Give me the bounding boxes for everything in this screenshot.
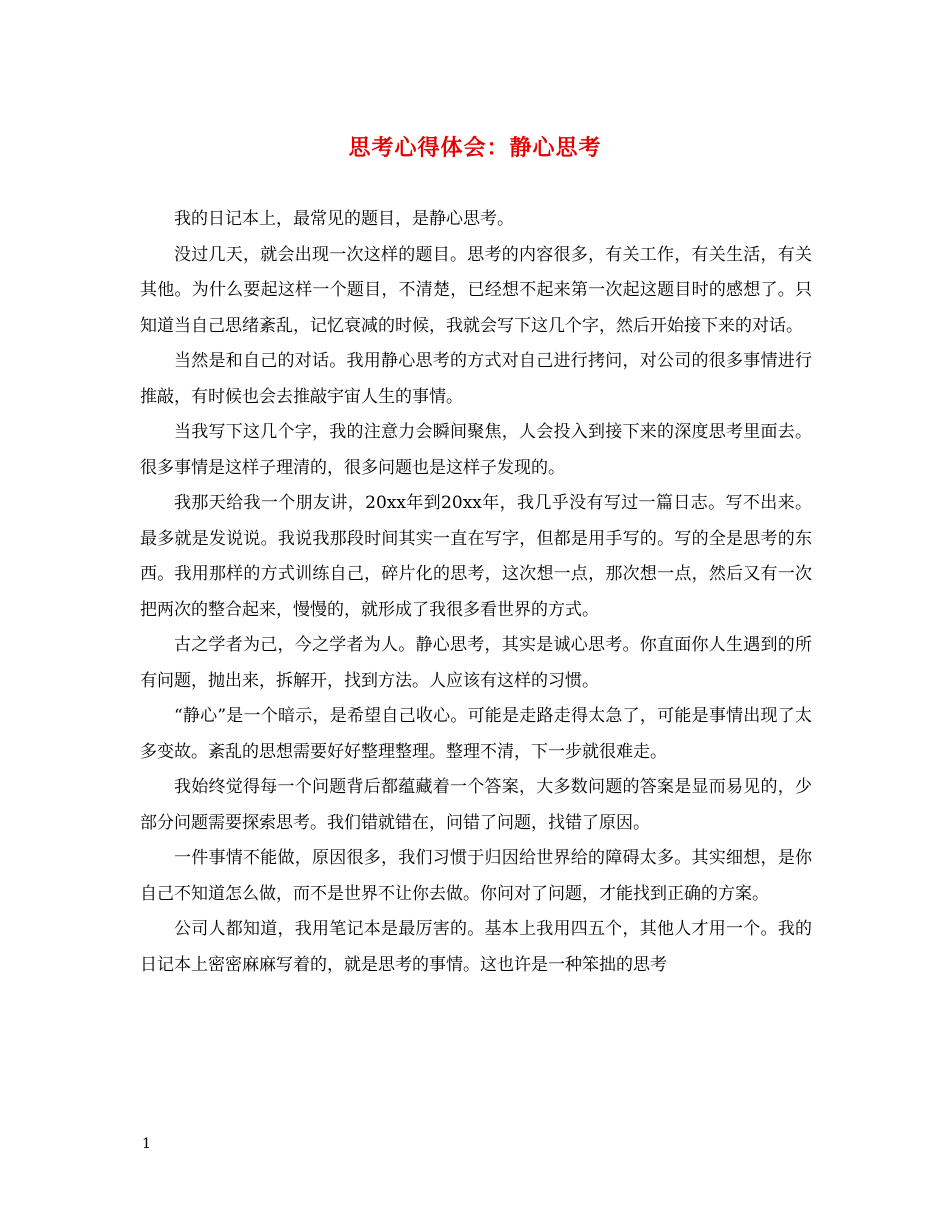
paragraph-8: 我始终觉得每一个问题背后都蕴藏着一个答案，大多数问题的答案是显而易见的，少部分问题需要探索思考。我们错就错在，问错了问题，找错了原因。: [140, 777, 812, 833]
document-title: 思考心得体会：静心思考: [348, 135, 602, 161]
paragraph-3: 当然是和自己的对话。我用静心思考的方式对自己进行拷问，对公司的很多事情进行推敲，有时候也会去推敲宇宙人生的事情。: [140, 351, 812, 407]
page-number: 1: [142, 1136, 151, 1152]
paragraph-9: 一件事情不能做，原因很多，我们习惯于归因给世界给的障碍太多。其实细想，是你自己不知道怎么做，而不是世界不让你去做。你问对了问题，才能找到正确的方案。: [140, 848, 812, 904]
paragraph-4: 当我写下这几个字，我的注意力会瞬间聚焦，人会投入到接下来的深度思考里面去。很多事情是这样子理清的，很多问题也是这样子发现的。: [140, 422, 812, 478]
paragraph-7: “静心”是一个暗示，是希望自己收心。可能是走路走得太急了，可能是事情出现了太多变故。紊乱的思想需要好好整理整理。整理不清，下一步就很难走。: [140, 706, 812, 762]
paragraph-6: 古之学者为己，今之学者为人。静心思考，其实是诚心思考。你直面你人生遇到的所有问题，抛出来，拆解开，找到方法。人应该有这样的习惯。: [140, 635, 812, 691]
paragraph-10: 公司人都知道，我用笔记本是最厉害的。基本上我用四五个，其他人才用一个。我的日记本上密密麻麻写着的，就是思考的事情。这也许是一种笨拙的思考: [140, 919, 812, 975]
paragraph-5: 我那天给我一个朋友讲，20xx年到20xx年，我几乎没有写过一篇日志。写不出来。最多就是发说说。我说我那段时间其实一直在写字，但都是用手写的。写的全是思考的东西。我用那样的方式训练自己，碎片化的思考，这次想一点，那次想一点，然后又有一次把两次的整合起来，慢慢的，就形成了我很多看世界的方式。: [140, 493, 812, 620]
paragraph-2: 没过几天，就会出现一次这样的题目。思考的内容很多，有关工作，有关生活，有关其他。为什么要起这样一个题目，不清楚，已经想不起来第一次起这题目时的感想了。只知道当自己思绪紊乱，记忆衰减的时候，我就会写下这几个字，然后开始接下来的对话。: [140, 244, 812, 336]
paragraph-1: 我的日记本上，最常见的题目，是静心思考。: [174, 209, 514, 229]
document-body: [140, 202, 812, 983]
